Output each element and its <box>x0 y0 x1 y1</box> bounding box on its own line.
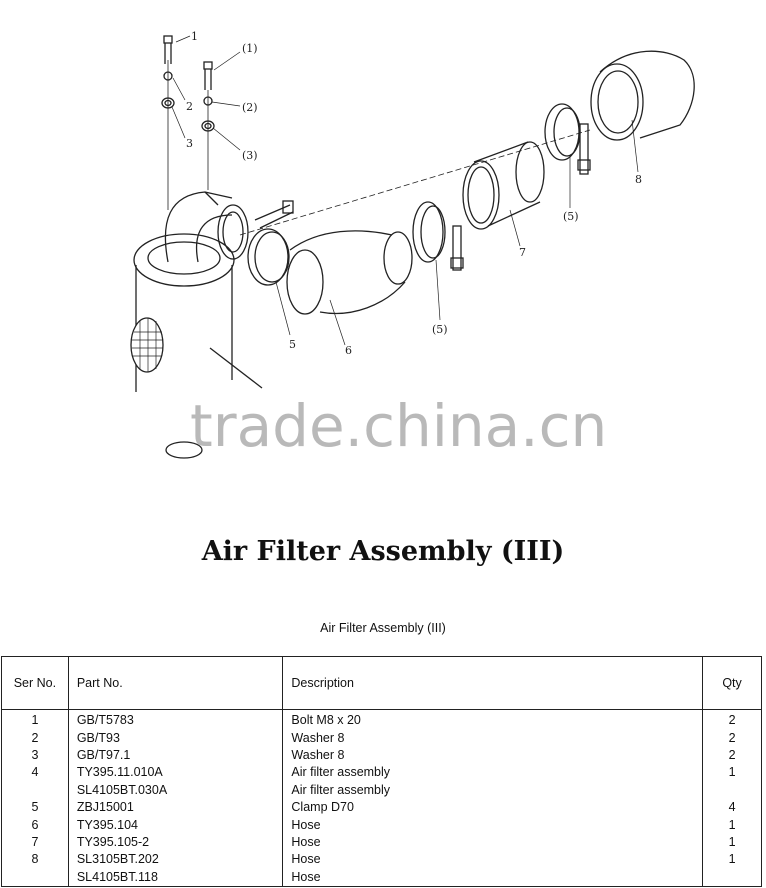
cell-ser-no <box>2 869 69 887</box>
cell-part-no: GB/T5783 <box>68 710 283 730</box>
callout-7: 7 <box>519 246 526 259</box>
cell-qty: 2 <box>703 710 762 730</box>
callout-2-paren: (2) <box>242 101 258 114</box>
table-row <box>2 782 762 799</box>
table-row <box>2 729 762 746</box>
cell-ser-no <box>2 782 69 799</box>
parts-table <box>1 656 762 887</box>
table-row <box>2 816 762 833</box>
cell-part-no: ZBJ15001 <box>68 799 283 816</box>
cell-part-no: GB/T93 <box>68 729 283 746</box>
cell-part-no: TY395.11.010A <box>68 764 283 781</box>
cell-qty: 4 <box>703 799 762 816</box>
cell-description: Hose <box>283 869 703 887</box>
cell-part-no: TY395.105-2 <box>68 834 283 851</box>
document-title: Air Filter Assembly (III) <box>201 536 565 567</box>
cell-description: Air filter assembly <box>283 782 703 799</box>
cell-qty <box>703 782 762 799</box>
callout-1: 1 <box>191 30 198 43</box>
table-row <box>2 799 762 816</box>
cell-ser-no: 3 <box>2 747 69 764</box>
header-qty: Qty <box>703 657 762 710</box>
cell-qty: 1 <box>703 764 762 781</box>
table-row <box>2 764 762 781</box>
header-description: Description <box>283 657 703 710</box>
cell-part-no: SL4105BT.030A <box>68 782 283 799</box>
cell-description: Bolt M8 x 20 <box>283 710 703 730</box>
callout-1-paren: (1) <box>242 42 258 55</box>
cell-ser-no: 1 <box>2 710 69 730</box>
cell-description: Hose <box>283 816 703 833</box>
table-row <box>2 834 762 851</box>
table-caption: Air Filter Assembly (III) <box>320 621 446 635</box>
cell-part-no: GB/T97.1 <box>68 747 283 764</box>
cell-description: Air filter assembly <box>283 764 703 781</box>
cell-qty: 1 <box>703 834 762 851</box>
callout-8: 8 <box>635 173 642 186</box>
cell-description: Clamp D70 <box>283 799 703 816</box>
cell-qty <box>703 869 762 887</box>
cell-ser-no: 2 <box>2 729 69 746</box>
cell-description: Hose <box>283 834 703 851</box>
cell-qty: 1 <box>703 851 762 868</box>
cell-part-no: SL4105BT.118 <box>68 869 283 887</box>
callout-5: 5 <box>289 338 296 351</box>
callout-6: 6 <box>345 344 352 357</box>
cell-description: Washer 8 <box>283 747 703 764</box>
cell-qty: 1 <box>703 816 762 833</box>
callout-3: 3 <box>186 137 193 150</box>
table-header-row <box>2 657 762 710</box>
callout-5-paren-middle: (5) <box>432 323 448 336</box>
cell-qty: 2 <box>703 747 762 764</box>
cell-description: Hose <box>283 851 703 868</box>
cell-ser-no: 8 <box>2 851 69 868</box>
table-row <box>2 869 762 887</box>
cell-ser-no: 4 <box>2 764 69 781</box>
callout-3-paren: (3) <box>242 149 258 162</box>
table-row <box>2 851 762 868</box>
cell-ser-no: 7 <box>2 834 69 851</box>
cell-description: Washer 8 <box>283 729 703 746</box>
callout-2: 2 <box>186 100 193 113</box>
table-body <box>2 710 762 887</box>
cell-ser-no: 6 <box>2 816 69 833</box>
cell-part-no: TY395.104 <box>68 816 283 833</box>
cell-part-no: SL3105BT.202 <box>68 851 283 868</box>
cell-ser-no: 5 <box>2 799 69 816</box>
table-row <box>2 710 762 730</box>
watermark-text: trade.china.cn <box>190 392 608 460</box>
table-row <box>2 747 762 764</box>
header-part-no: Part No. <box>68 657 283 710</box>
cell-qty: 2 <box>703 729 762 746</box>
callout-5-paren-right: (5) <box>563 210 579 223</box>
header-ser-no: Ser No. <box>2 657 69 710</box>
